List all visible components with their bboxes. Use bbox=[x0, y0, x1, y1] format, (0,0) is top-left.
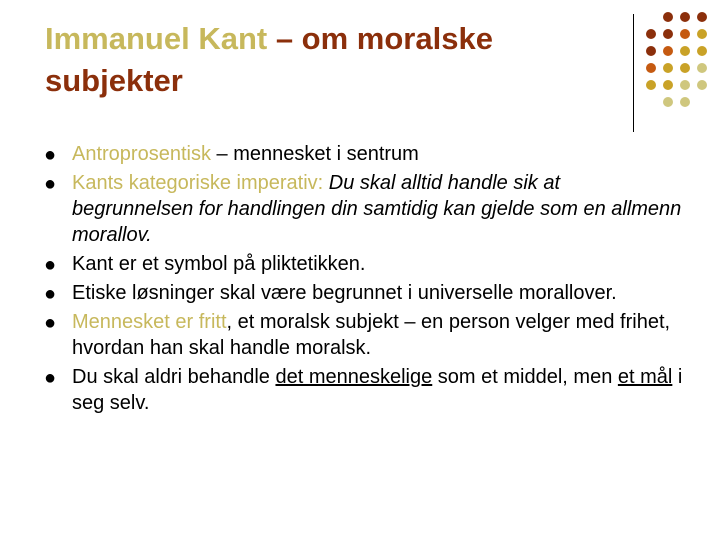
bullet-icon: ● bbox=[44, 173, 57, 195]
decorative-dot bbox=[680, 63, 690, 73]
bullet-item-4 bbox=[44, 280, 684, 306]
decorative-dot bbox=[663, 63, 673, 73]
bullet-item-3 bbox=[44, 251, 684, 277]
decorative-dot bbox=[680, 46, 690, 56]
decorative-dot bbox=[680, 80, 690, 90]
bullet-icon: ● bbox=[44, 312, 57, 334]
bullet-6-part-3: i seg selv. bbox=[72, 366, 683, 414]
decorative-dot bbox=[646, 80, 656, 90]
bullet-5-highlight: Mennesket er fritt bbox=[72, 311, 227, 333]
decorative-dot bbox=[663, 80, 673, 90]
decorative-dot bbox=[697, 46, 707, 56]
decorative-dot bbox=[646, 63, 656, 73]
decorative-dot bbox=[646, 29, 656, 39]
bullet-item-1 bbox=[44, 141, 684, 167]
decorative-dot bbox=[680, 12, 690, 22]
decorative-dot bbox=[697, 29, 707, 39]
bullet-2-highlight: Kants kategoriske imperativ: bbox=[72, 172, 329, 194]
decorative-dot bbox=[663, 46, 673, 56]
bullet-5-text: , et moralsk subjekt – en person velger med frihet, hvordan han skal handle moralsk. bbox=[72, 311, 671, 359]
bullet-icon: ● bbox=[44, 254, 57, 276]
bullet-item-5 bbox=[44, 309, 684, 361]
vertical-divider bbox=[633, 14, 634, 132]
decorative-dot bbox=[663, 29, 673, 39]
decorative-dot bbox=[663, 12, 673, 22]
bullet-item-6 bbox=[44, 364, 684, 416]
bullet-icon: ● bbox=[44, 283, 57, 305]
bullet-6-part-2: som et middel, men bbox=[432, 366, 618, 388]
decorative-dot bbox=[697, 12, 707, 22]
decorative-dot bbox=[697, 63, 707, 73]
bullet-icon: ● bbox=[44, 367, 57, 389]
bullet-list bbox=[44, 141, 684, 419]
decorative-dot-grid bbox=[646, 12, 720, 108]
bullet-1-text: – mennesket i sentrum bbox=[210, 143, 419, 165]
decorative-dot bbox=[680, 29, 690, 39]
bullet-6-underline-1: det menneskelige bbox=[275, 366, 433, 388]
bullet-item-2 bbox=[44, 170, 684, 248]
decorative-dot bbox=[680, 97, 690, 107]
bullet-1-highlight: Antroprosentisk bbox=[72, 143, 211, 165]
bullet-6-part-1: Du skal aldri behandle bbox=[72, 366, 276, 388]
bullet-icon: ● bbox=[44, 144, 57, 166]
bullet-6-underline-2: et mål bbox=[617, 366, 673, 388]
decorative-dot bbox=[646, 46, 656, 56]
decorative-dot bbox=[663, 97, 673, 107]
title-rest: – om moralske subjekter bbox=[45, 21, 493, 98]
bullet-4-text: Etiske løsninger skal være begrunnet i universelle morallover. bbox=[72, 282, 617, 304]
slide-title bbox=[45, 18, 625, 102]
bullet-3-text: Kant er et symbol på pliktetikken. bbox=[72, 253, 366, 275]
title-name: Immanuel Kant bbox=[45, 21, 268, 56]
bullet-2-italic: Du skal alltid handle sik at begrunnelsen for handlingen din samtidig kan gjelde som en allmenn morallov. bbox=[72, 172, 682, 246]
decorative-dot bbox=[697, 80, 707, 90]
